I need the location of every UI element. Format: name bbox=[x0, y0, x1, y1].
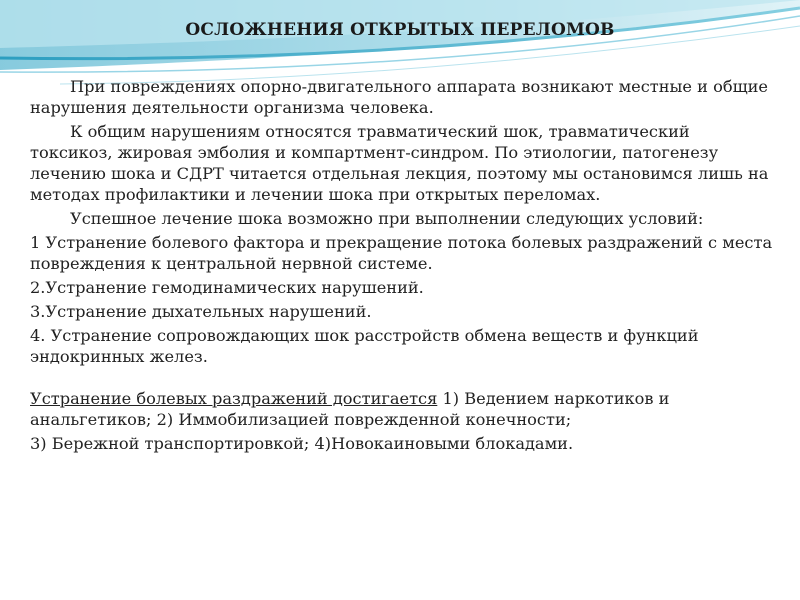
list-item-1: 1 Устранение болевого фактора и прекращение потока болевых раздражений с места повреждения к центральной нервной системе. bbox=[30, 233, 773, 273]
paragraph-pain-relief-continued: 3) Бережной транспортировкой; 4)Новокаиновыми блокадами. bbox=[30, 434, 574, 453]
spacer bbox=[30, 370, 775, 388]
paragraph-general-disorders: К общим нарушениям относятся травматический шок, травматический токсикоз, жировая эмболия и компартмент-синдром. По этиологии, патогенезу лечению шока и СДРТ читается отдельная лекция, поэтому мы остановимся лишь на методах профилактики и лечении шока при открытых переломах. bbox=[30, 122, 769, 204]
list-item-2: 2.Устранение гемодинамических нарушений. bbox=[30, 278, 424, 297]
paragraph-pain-relief bbox=[30, 388, 775, 430]
underlined-heading: Устранение болевых раздражений достигается bbox=[30, 389, 438, 408]
list-item-4: 4. Устранение сопровождающих шок расстройств обмена веществ и функций эндокринных желез. bbox=[30, 326, 699, 366]
pain-relief-methods: 1) Ведением наркотиков и анальгетиков; 2) Иммобилизацией поврежденной конечности; bbox=[30, 389, 670, 429]
paragraph-intro: При повреждениях опорно-двигательного аппарата возникают местные и общие нарушения деятельности организма человека. bbox=[30, 77, 768, 117]
slide-body bbox=[30, 76, 775, 457]
paragraph-conditions: Успешное лечение шока возможно при выполнении следующих условий: bbox=[70, 209, 704, 228]
list-item-3: 3.Устранение дыхательных нарушений. bbox=[30, 302, 372, 321]
slide-title: ОСЛОЖНЕНИЯ ОТКРЫТЫХ ПЕРЕЛОМОВ bbox=[185, 20, 615, 40]
